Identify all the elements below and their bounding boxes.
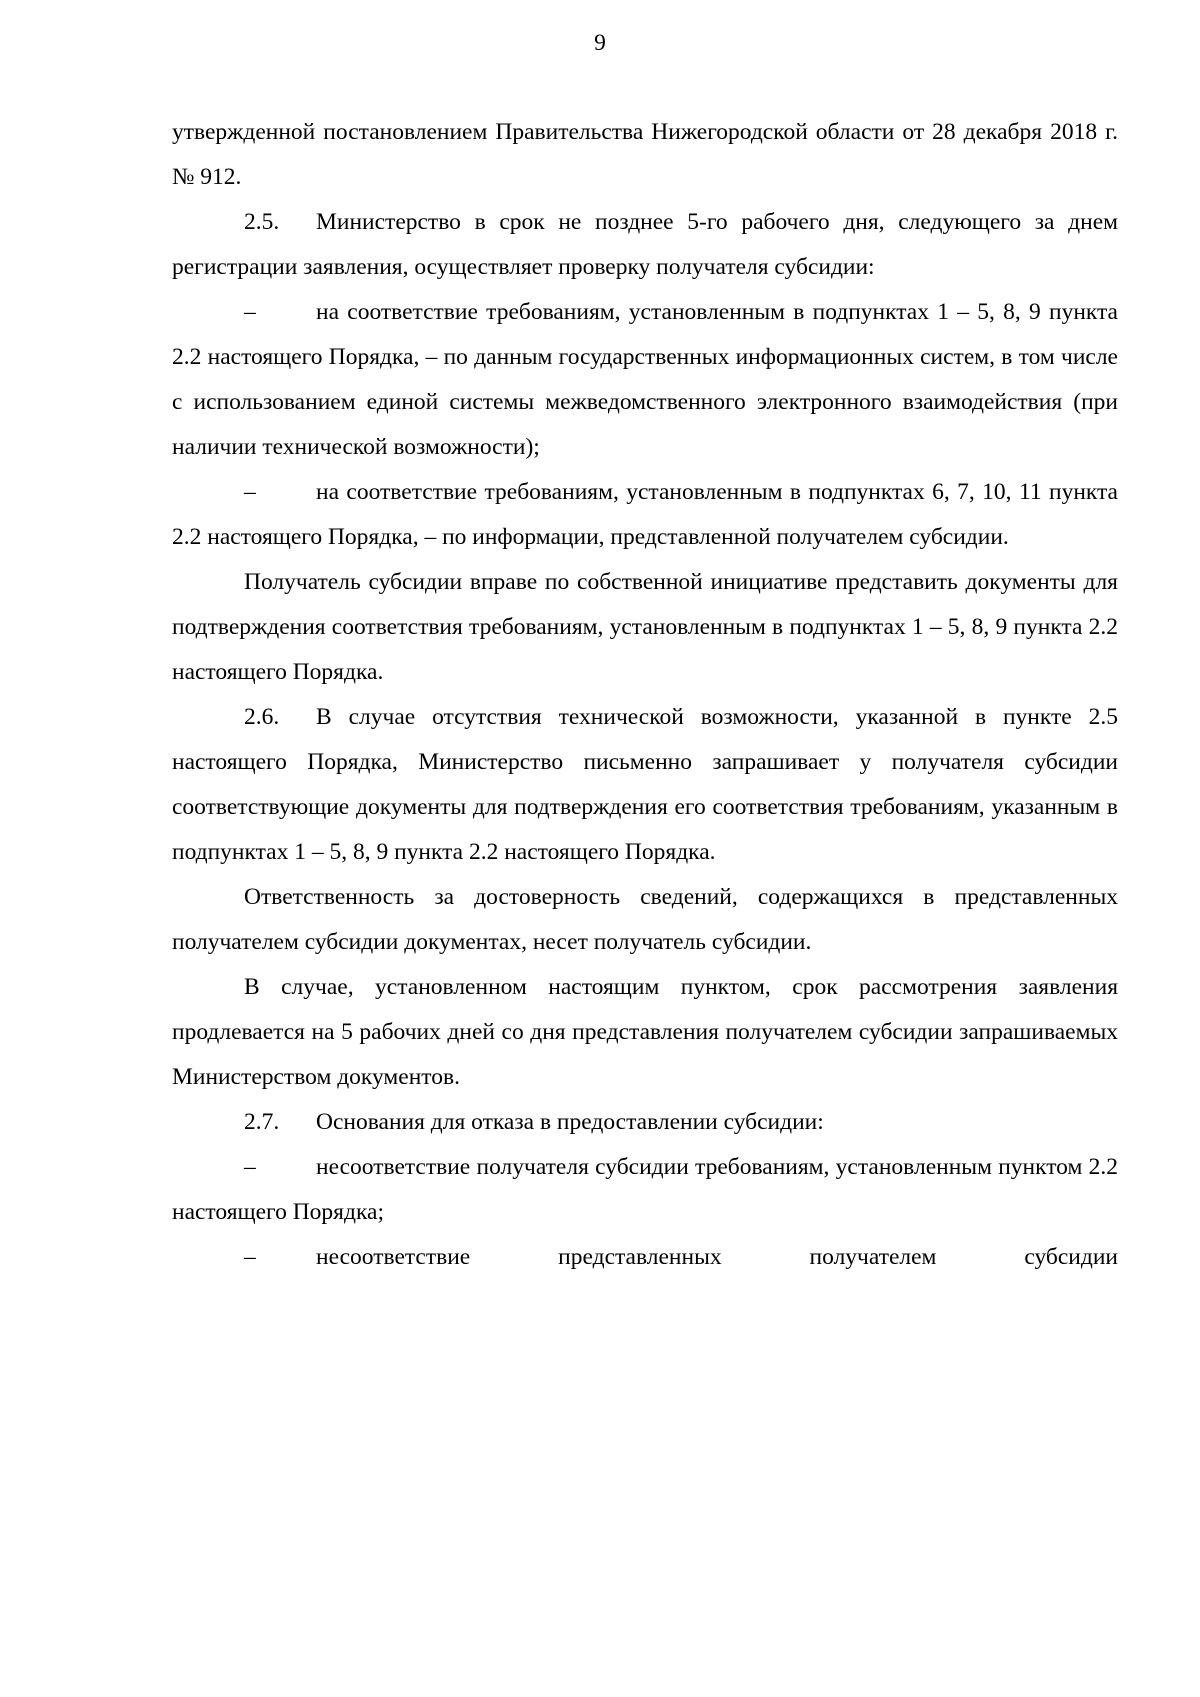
- paragraph: Ответственность за достоверность сведений, содержащихся в представленных получателем субсидии документах, несет получатель субсидии.: [172, 884, 1118, 955]
- list-item-text: несоответствие получателя субсидии требованиям, установленным пунктом 2.2 настоящего Порядка;: [172, 1154, 1118, 1225]
- paragraph-continuation: утвержденной постановлением Правительства Нижегородской области от 28 декабря 2018 г. № 912.: [172, 119, 1118, 190]
- clause-2-6: [172, 695, 1118, 875]
- clause-number: 2.5.: [244, 209, 280, 235]
- list-item-truncated: [172, 1235, 1118, 1280]
- dash-marker: –: [244, 299, 256, 325]
- list-item: [172, 1145, 1118, 1235]
- clause-number: 2.7.: [244, 1109, 280, 1135]
- clause-2-7: [172, 1100, 1118, 1145]
- list-item-text: на соответствие требованиям, установленным в подпунктах 6, 7, 10, 11 пункта 2.2 настоящего Порядка, – по информации, представленной получателем субсидии.: [172, 479, 1118, 550]
- dash-marker: –: [244, 1244, 256, 1270]
- list-item-text: несоответствие представленных получателем субсидии: [316, 1244, 1118, 1270]
- paragraph: В случае, установленном настоящим пунктом, срок рассмотрения заявления продлевается на 5 рабочих дней со дня представления получателем субсидии запрашиваемых Министерством документов.: [172, 974, 1118, 1090]
- dash-marker: –: [244, 479, 256, 505]
- list-item: [172, 290, 1118, 470]
- clause-number: 2.6.: [244, 704, 280, 730]
- document-body: [172, 110, 1118, 1280]
- page-number: 9: [594, 30, 606, 56]
- clause-text: Основания для отказа в предоставлении субсидии:: [316, 1109, 824, 1135]
- clause-text: В случае отсутствия технической возможности, указанной в пункте 2.5 настоящего Порядка, Министерство письменно запрашивает у получателя субсидии соответствующие документы для подтверждения его соответствия требованиям, указанным в подпунктах 1 – 5, 8, 9 пункта 2.2 настоящего Порядка.: [172, 704, 1118, 865]
- paragraph: Получатель субсидии вправе по собственной инициативе представить документы для подтверждения соответствия требованиям, установленным в подпунктах 1 – 5, 8, 9 пункта 2.2 настоящего Порядка.: [172, 569, 1118, 685]
- clause-text: Министерство в срок не позднее 5-го рабочего дня, следующего за днем регистрации заявления, осуществляет проверку получателя субсидии:: [172, 209, 1118, 280]
- clause-2-5: [172, 200, 1118, 290]
- list-item: [172, 470, 1118, 560]
- dash-marker: –: [244, 1154, 256, 1180]
- list-item-text: на соответствие требованиям, установленным в подпунктах 1 – 5, 8, 9 пункта 2.2 настоящего Порядка, – по данным государственных информационных систем, в том числе с использованием единой системы межведомственного электронного взаимодействия (при наличии технической возможности);: [172, 299, 1118, 460]
